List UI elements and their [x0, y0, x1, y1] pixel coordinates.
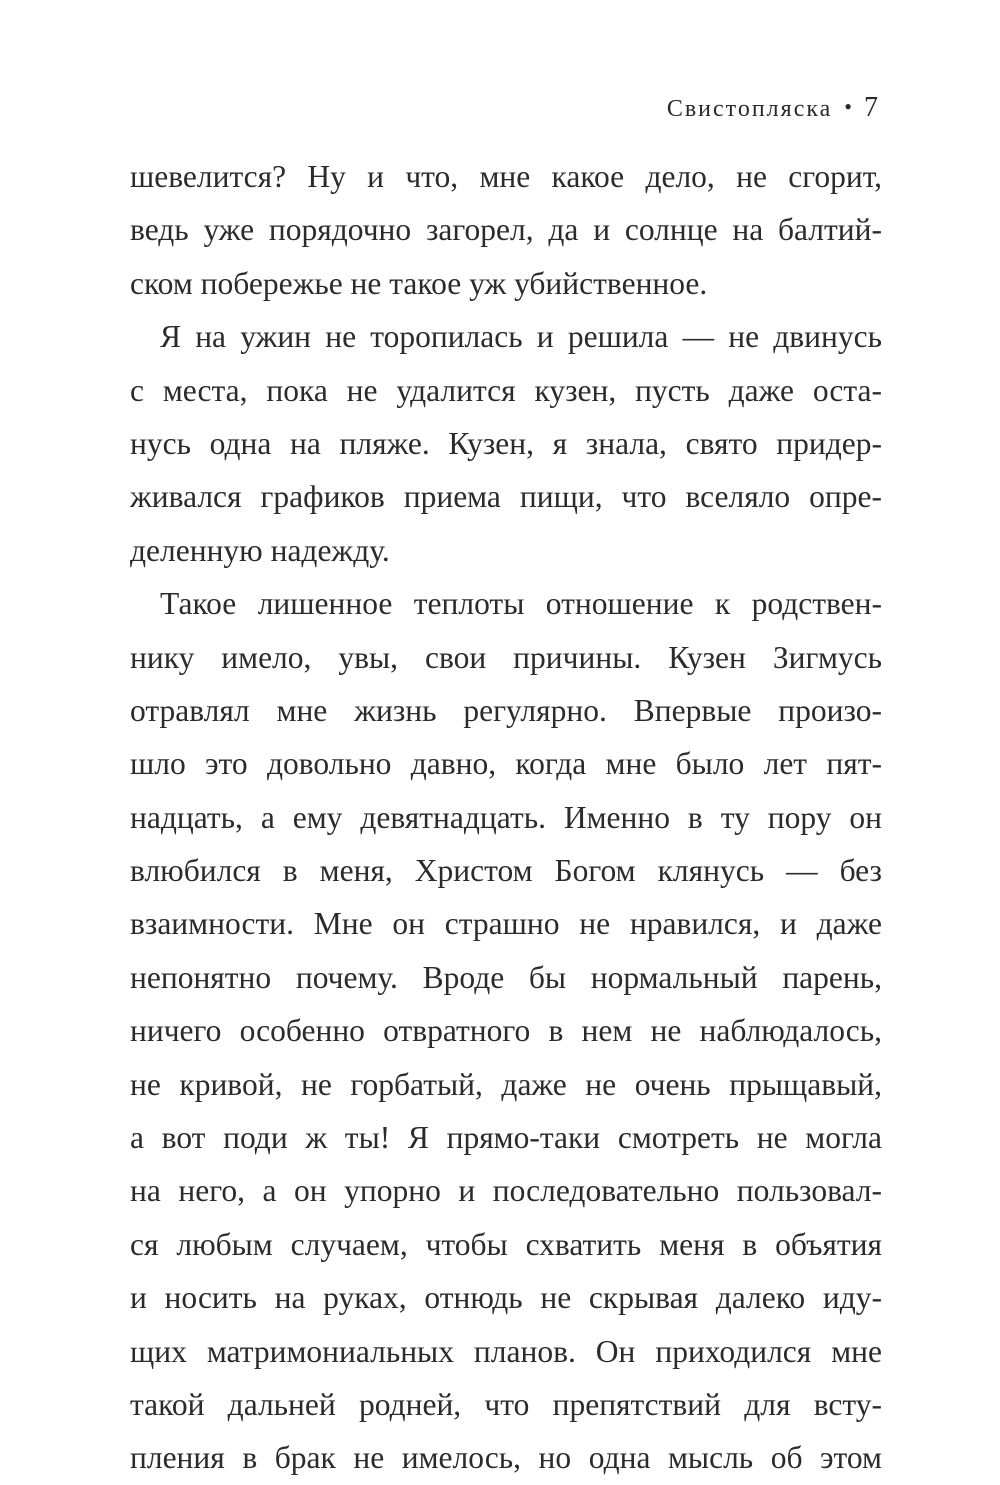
text-line: Я на ужин не торопилась и решила — не двинусь [160, 319, 882, 355]
text-line: нусь одна на пляже. Кузен, я знала, свято придер- [130, 425, 882, 461]
text-line: пления в брак не имелось, но одна мысль об этом [130, 1440, 882, 1476]
text-line: шевелится? Ну и что, мне какое дело, не сгорит, [130, 159, 882, 194]
body-text [130, 150, 882, 1485]
text-line: на него, а он упорно и последовательно пользовал- [130, 1173, 882, 1209]
text-line: Такое лишенное теплоты отношение к родствен- [160, 586, 882, 622]
text-line: живался графиков приема пищи, что вселяло опре- [130, 479, 882, 515]
text-line: нику имело, увы, свои причины. Кузен Зигмусь [130, 639, 882, 675]
text-line: ничего особенно отвратного в нем не наблюдалось, [130, 1013, 882, 1049]
text-line: надцать, а ему девятнадцать. Именно в ту пору он [130, 799, 882, 835]
page-number: 7 [864, 92, 878, 123]
text-line: шло это довольно давно, когда мне было лет пят- [130, 746, 882, 782]
text-line: и носить на руках, отнюдь не скрывая далеко иду- [130, 1280, 882, 1316]
running-head [667, 94, 878, 122]
text-line: такой дальней родней, что препятствий для всту- [130, 1386, 882, 1422]
text-line: а вот поди ж ты! Я прямо-таки смотреть не могла [130, 1120, 882, 1156]
text-line: непонятно почему. Вроде бы нормальный парень, [130, 959, 882, 995]
text-line: ся любым случаем, чтобы схватить меня в объятия [130, 1226, 882, 1262]
text-line: деленную надежду. [130, 532, 390, 568]
text-line: взаимности. Мне он страшно не нравился, и даже [130, 906, 882, 942]
text-line: отравлял мне жизнь регулярно. Впервые произо- [130, 692, 882, 728]
text-line: не кривой, не горбатый, даже не очень прыщавый, [130, 1066, 882, 1102]
text-line: влюбился в меня, Христом Богом клянусь — без [130, 853, 882, 889]
text-line: ском побережье не такое уж убийственное. [130, 265, 708, 301]
text-line: щих матримониальных планов. Он приходился мне [130, 1333, 882, 1369]
header-separator: • [844, 94, 854, 119]
text-line: с места, пока не удалится кузен, пусть даже оста- [130, 372, 882, 408]
chapter-title: Свистопляска [666, 96, 833, 122]
text-line: ведь уже порядочно загорел, да и солнце на балтий- [130, 212, 882, 248]
